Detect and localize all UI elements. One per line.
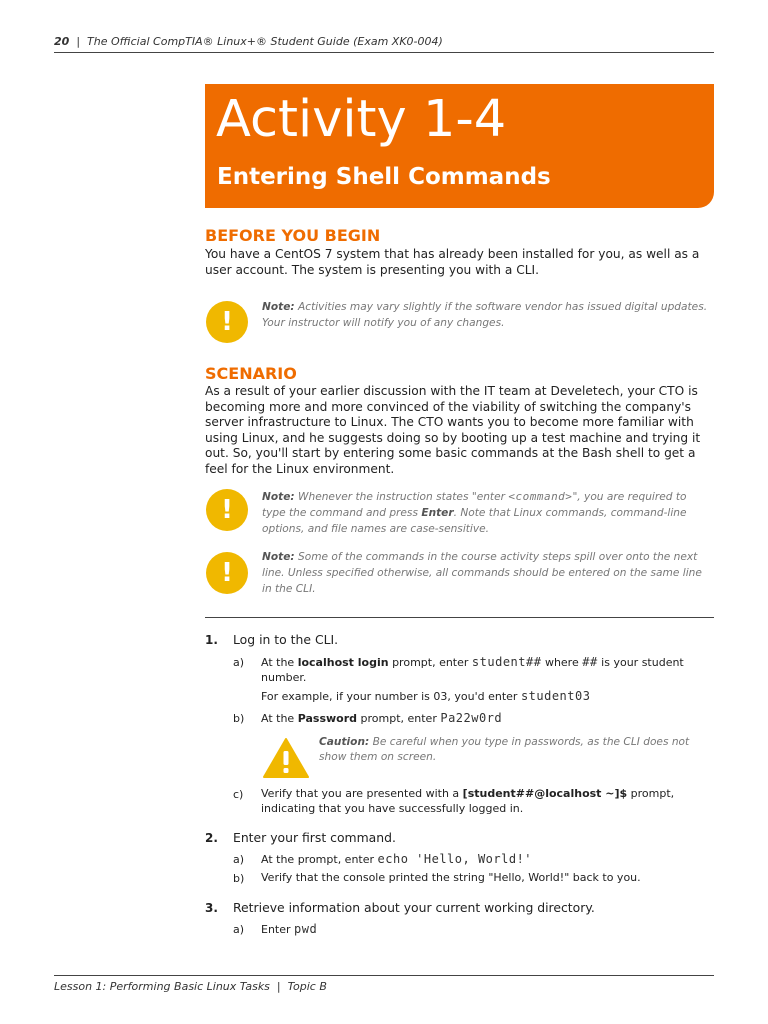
code-echo-hello: echo 'Hello, World!' bbox=[377, 852, 533, 866]
substep-text: Verify that the console printed the string "Hello, World!" back to you. bbox=[261, 871, 641, 884]
note-text-end: . Note that Linux commands, command-line options, and file names are case-sensitive. bbox=[262, 507, 687, 535]
note-text-middle: ", you are required to type the command and press bbox=[262, 491, 687, 519]
step-number: 1. bbox=[205, 633, 218, 647]
note-label: Note: bbox=[262, 551, 295, 563]
before-you-begin-text: You have a CentOS 7 system that has already been installed for you, as well as a user account. The system is presenting you with a CLI. bbox=[205, 247, 700, 277]
step-text: Enter your first command. bbox=[233, 830, 396, 845]
note-label: Note: bbox=[262, 301, 295, 313]
step-text: Log in to the CLI. bbox=[233, 632, 339, 647]
section-divider bbox=[205, 617, 714, 618]
step-number: 3. bbox=[205, 901, 218, 915]
note-command-line-spill bbox=[262, 549, 712, 597]
note-command-placeholder: <command> bbox=[508, 490, 573, 503]
step-text: Retrieve information about your current working directory. bbox=[233, 900, 595, 915]
caution-passwords bbox=[319, 735, 709, 765]
substep-text: Verify that you are presented with a [student##@localhost ~]$ prompt, indicating that you have successfully logged in. bbox=[261, 787, 675, 815]
activity-subtitle: Entering Shell Commands bbox=[217, 164, 551, 190]
note-enter-key: Enter bbox=[421, 507, 454, 519]
step-number: 2. bbox=[205, 831, 218, 845]
before-you-begin-heading: BEFORE YOU BEGIN bbox=[205, 226, 381, 245]
activity-banner bbox=[205, 84, 714, 208]
page-number: 20 bbox=[54, 35, 70, 48]
note-label: Note: bbox=[262, 491, 295, 503]
footer-lesson: Lesson 1: Performing Basic Linux Tasks bbox=[54, 980, 270, 993]
substep-label: a) bbox=[233, 853, 245, 866]
scenario-text: As a result of your earlier discussion with the IT team at Develetech, your CTO is becoming more and more convinced of the viability of switching the company's server infrastructure to Linux. The CTO wants you to become more familiar with using Linux, and he suggests doing so by booting up a test machine and trying it out. So, you'll start by entering some basic commands at the Bash shell to get a feel for the Linux environment. bbox=[205, 384, 701, 476]
exclamation-circle-icon: ! bbox=[206, 301, 248, 343]
running-header bbox=[54, 35, 714, 53]
running-footer bbox=[54, 975, 714, 993]
footer-separator: | bbox=[276, 980, 281, 993]
activity-title: Activity 1-4 bbox=[216, 90, 507, 149]
substep-text: Enter pwd bbox=[261, 922, 318, 936]
code-student-id: student## bbox=[471, 655, 542, 669]
exclamation-circle-icon: ! bbox=[206, 552, 248, 594]
code-password: Pa22w0rd bbox=[440, 711, 503, 725]
substep-label: a) bbox=[233, 656, 245, 669]
substep-label: b) bbox=[233, 712, 245, 725]
scenario-heading: SCENARIO bbox=[205, 364, 297, 383]
substep-text: At the prompt, enter echo 'Hello, World!' bbox=[261, 852, 533, 866]
book-title: The Official CompTIA® Linux+® Student Guide (Exam XK0-004) bbox=[87, 35, 443, 48]
note-command-convention bbox=[262, 489, 712, 537]
caution-text: Be careful when you type in passwords, as the CLI does not show them on screen. bbox=[319, 736, 690, 763]
note-text: Some of the commands in the course activity steps spill over onto the next line. Unless specified otherwise, all commands should be entered on the same line in the CLI. bbox=[262, 551, 702, 595]
header-separator: | bbox=[76, 35, 81, 48]
substep-label: c) bbox=[233, 788, 244, 801]
note-activities-updates bbox=[262, 299, 712, 331]
caution-label: Caution: bbox=[319, 736, 370, 748]
substep-example: For example, if your number is 03, you'd enter student03 bbox=[261, 689, 591, 703]
substep-text: At the Password prompt, enter Pa22w0rd bbox=[261, 711, 503, 725]
note-text-start: Whenever the instruction states "enter bbox=[298, 491, 509, 503]
footer-topic: Topic B bbox=[287, 980, 327, 993]
code-student-example: student03 bbox=[520, 689, 591, 703]
substep-label: a) bbox=[233, 923, 245, 936]
substep-text: At the localhost login prompt, enter student## where ## is your student number. bbox=[261, 655, 684, 684]
note-text: Activities may vary slightly if the software vendor has issued digital updates. Your instructor will notify you of any changes. bbox=[262, 301, 708, 329]
exclamation-circle-icon: ! bbox=[206, 489, 248, 531]
substep-label: b) bbox=[233, 872, 245, 885]
warning-triangle-icon bbox=[263, 737, 309, 779]
code-pwd: pwd bbox=[294, 922, 318, 936]
